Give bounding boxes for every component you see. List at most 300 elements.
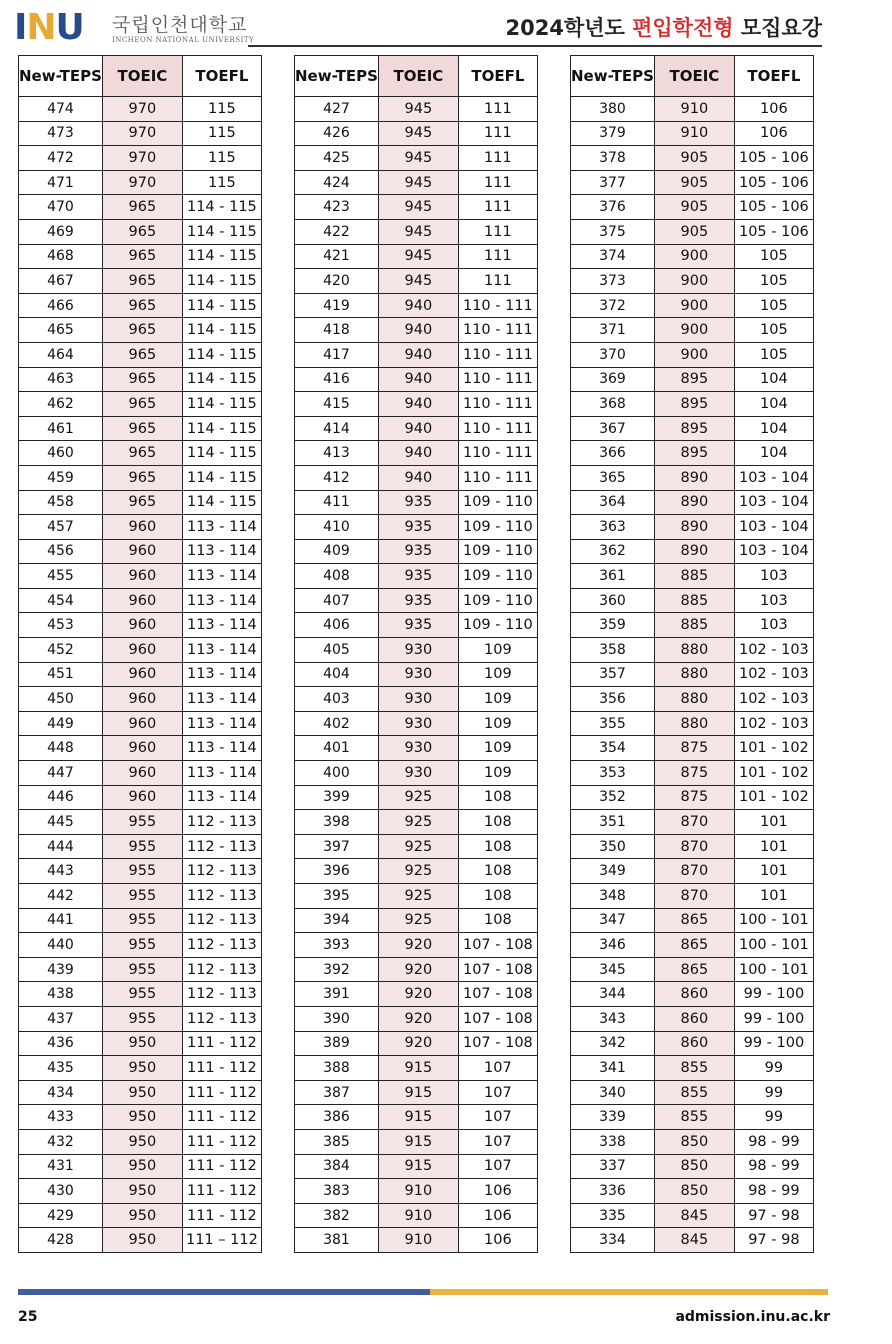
- table-row: [19, 1056, 262, 1081]
- toeic-cell: 910: [654, 97, 734, 122]
- toefl-cell: 111: [458, 121, 537, 146]
- teps-cell: 385: [295, 1129, 379, 1154]
- toeic-cell: 900: [654, 269, 734, 294]
- toeic-cell: 920: [378, 957, 458, 982]
- toefl-cell: 103 - 104: [734, 515, 813, 540]
- teps-cell: 438: [19, 982, 103, 1007]
- table-row: [19, 318, 262, 343]
- toeic-cell: 910: [654, 121, 734, 146]
- toefl-cell: 114 - 115: [182, 441, 261, 466]
- toeic-cell: 930: [378, 761, 458, 786]
- toefl-cell: 111: [458, 195, 537, 220]
- toeic-cell: 845: [654, 1228, 734, 1253]
- table-row: [571, 1203, 814, 1228]
- table-row: [295, 416, 538, 441]
- toefl-cell: 109: [458, 761, 537, 786]
- toefl-cell: 114 - 115: [182, 195, 261, 220]
- toefl-cell: 110 - 111: [458, 441, 537, 466]
- teps-cell: 405: [295, 638, 379, 663]
- toefl-cell: 113 - 114: [182, 539, 261, 564]
- table-row: [19, 146, 262, 171]
- table-row: [571, 908, 814, 933]
- toefl-cell: 108: [458, 884, 537, 909]
- teps-cell: 373: [571, 269, 655, 294]
- table-row: [295, 441, 538, 466]
- header-newteps: New-TEPS: [295, 56, 379, 97]
- toeic-cell: 960: [102, 613, 182, 638]
- table-row: [571, 1031, 814, 1056]
- teps-cell: 389: [295, 1031, 379, 1056]
- teps-cell: 413: [295, 441, 379, 466]
- toefl-cell: 108: [458, 908, 537, 933]
- toefl-cell: 104: [734, 367, 813, 392]
- table-row: [19, 810, 262, 835]
- toefl-cell: 104: [734, 392, 813, 417]
- table-row: [19, 736, 262, 761]
- teps-cell: 428: [19, 1228, 103, 1253]
- teps-cell: 381: [295, 1228, 379, 1253]
- teps-cell: 362: [571, 539, 655, 564]
- table-row: [19, 121, 262, 146]
- table-row: [295, 195, 538, 220]
- teps-cell: 399: [295, 785, 379, 810]
- toeic-cell: 920: [378, 933, 458, 958]
- toefl-cell: 106: [458, 1179, 537, 1204]
- toeic-cell: 960: [102, 564, 182, 589]
- table-row: [571, 269, 814, 294]
- table-row: [571, 392, 814, 417]
- table-row: [295, 982, 538, 1007]
- teps-cell: 466: [19, 293, 103, 318]
- header-newteps: New-TEPS: [571, 56, 655, 97]
- toeic-cell: 915: [378, 1105, 458, 1130]
- toefl-cell: 112 - 113: [182, 834, 261, 859]
- university-logo: [14, 6, 254, 50]
- toeic-cell: 965: [102, 318, 182, 343]
- teps-cell: 396: [295, 859, 379, 884]
- toeic-cell: 970: [102, 146, 182, 171]
- header-toeic: TOEIC: [378, 56, 458, 97]
- table-row: [19, 1006, 262, 1031]
- toeic-cell: 925: [378, 884, 458, 909]
- table-row: [571, 687, 814, 712]
- toefl-cell: 106: [734, 97, 813, 122]
- teps-cell: 440: [19, 933, 103, 958]
- table-row: [295, 515, 538, 540]
- table-row: [19, 392, 262, 417]
- toefl-cell: 115: [182, 121, 261, 146]
- table-row: [19, 638, 262, 663]
- toefl-cell: 114 - 115: [182, 416, 261, 441]
- table-row: [19, 834, 262, 859]
- toeic-cell: 955: [102, 810, 182, 835]
- teps-cell: 347: [571, 908, 655, 933]
- teps-cell: 338: [571, 1129, 655, 1154]
- teps-cell: 448: [19, 736, 103, 761]
- toeic-cell: 940: [378, 293, 458, 318]
- table-row: [19, 367, 262, 392]
- table-row: [295, 859, 538, 884]
- toefl-cell: 109 - 110: [458, 588, 537, 613]
- teps-cell: 454: [19, 588, 103, 613]
- toefl-cell: 112 - 113: [182, 982, 261, 1007]
- table-row: [19, 441, 262, 466]
- toefl-cell: 109 - 110: [458, 515, 537, 540]
- teps-cell: 400: [295, 761, 379, 786]
- toefl-cell: 112 - 113: [182, 1006, 261, 1031]
- teps-cell: 447: [19, 761, 103, 786]
- teps-cell: 377: [571, 170, 655, 195]
- teps-cell: 367: [571, 416, 655, 441]
- teps-cell: 437: [19, 1006, 103, 1031]
- teps-cell: 390: [295, 1006, 379, 1031]
- table-row: [571, 121, 814, 146]
- table-row: [295, 146, 538, 171]
- toefl-cell: 115: [182, 97, 261, 122]
- toeic-cell: 880: [654, 638, 734, 663]
- toeic-cell: 965: [102, 219, 182, 244]
- toeic-cell: 865: [654, 933, 734, 958]
- toeic-cell: 870: [654, 859, 734, 884]
- toefl-cell: 111 - 112: [182, 1203, 261, 1228]
- toefl-cell: 103: [734, 613, 813, 638]
- table-row: [571, 613, 814, 638]
- toefl-cell: 99 - 100: [734, 982, 813, 1007]
- table-row: [571, 293, 814, 318]
- toeic-cell: 925: [378, 859, 458, 884]
- table-row: [19, 269, 262, 294]
- table-row: [571, 1129, 814, 1154]
- teps-cell: 449: [19, 711, 103, 736]
- toefl-cell: 98 - 99: [734, 1154, 813, 1179]
- teps-cell: 407: [295, 588, 379, 613]
- table-row: [295, 539, 538, 564]
- table-row: [19, 219, 262, 244]
- toeic-cell: 920: [378, 1031, 458, 1056]
- toefl-cell: 109: [458, 711, 537, 736]
- table-row: [295, 564, 538, 589]
- teps-cell: 360: [571, 588, 655, 613]
- teps-cell: 433: [19, 1105, 103, 1130]
- toeic-cell: 960: [102, 761, 182, 786]
- table-row: [19, 687, 262, 712]
- teps-cell: 364: [571, 490, 655, 515]
- toeic-cell: 955: [102, 859, 182, 884]
- toeic-cell: 955: [102, 982, 182, 1007]
- table-row: [295, 662, 538, 687]
- table-row: [571, 761, 814, 786]
- toefl-cell: 105: [734, 318, 813, 343]
- toeic-cell: 940: [378, 367, 458, 392]
- toefl-cell: 113 - 114: [182, 662, 261, 687]
- toefl-cell: 111 - 112: [182, 1154, 261, 1179]
- table-row: [19, 588, 262, 613]
- table-header-row: [19, 56, 262, 97]
- teps-cell: 339: [571, 1105, 655, 1130]
- header-toeic: TOEIC: [654, 56, 734, 97]
- teps-cell: 429: [19, 1203, 103, 1228]
- toefl-cell: 111 – 112: [182, 1228, 261, 1253]
- toefl-cell: 115: [182, 146, 261, 171]
- toeic-cell: 955: [102, 1006, 182, 1031]
- toeic-cell: 905: [654, 146, 734, 171]
- toefl-cell: 110 - 111: [458, 293, 537, 318]
- page-number: 25: [18, 1309, 38, 1325]
- toefl-cell: 101 - 102: [734, 785, 813, 810]
- table-row: [295, 687, 538, 712]
- table-header-row: [295, 56, 538, 97]
- teps-cell: 411: [295, 490, 379, 515]
- toeic-cell: 860: [654, 1006, 734, 1031]
- toefl-cell: 105: [734, 342, 813, 367]
- toefl-cell: 112 - 113: [182, 933, 261, 958]
- toeic-cell: 905: [654, 170, 734, 195]
- table-row: [571, 564, 814, 589]
- teps-cell: 468: [19, 244, 103, 269]
- teps-cell: 463: [19, 367, 103, 392]
- toeic-cell: 950: [102, 1080, 182, 1105]
- table-row: [295, 613, 538, 638]
- teps-cell: 425: [295, 146, 379, 171]
- toefl-cell: 111 - 112: [182, 1105, 261, 1130]
- teps-cell: 388: [295, 1056, 379, 1081]
- table-row: [19, 761, 262, 786]
- toeic-cell: 960: [102, 736, 182, 761]
- table-row: [19, 1105, 262, 1130]
- teps-cell: 435: [19, 1056, 103, 1081]
- teps-cell: 395: [295, 884, 379, 909]
- toeic-cell: 880: [654, 662, 734, 687]
- table-row: [295, 392, 538, 417]
- toefl-cell: 113 - 114: [182, 564, 261, 589]
- toefl-cell: 110 - 111: [458, 465, 537, 490]
- teps-cell: 422: [295, 219, 379, 244]
- toeic-cell: 900: [654, 342, 734, 367]
- toeic-cell: 960: [102, 711, 182, 736]
- toeic-cell: 910: [378, 1228, 458, 1253]
- toefl-cell: 97 - 98: [734, 1203, 813, 1228]
- toeic-cell: 915: [378, 1080, 458, 1105]
- toefl-cell: 114 - 115: [182, 269, 261, 294]
- toefl-cell: 107: [458, 1105, 537, 1130]
- toeic-cell: 965: [102, 465, 182, 490]
- toeic-cell: 895: [654, 392, 734, 417]
- teps-cell: 334: [571, 1228, 655, 1253]
- teps-cell: 369: [571, 367, 655, 392]
- teps-cell: 348: [571, 884, 655, 909]
- toefl-cell: 114 - 115: [182, 342, 261, 367]
- toefl-cell: 107 - 108: [458, 1006, 537, 1031]
- toefl-cell: 111 - 112: [182, 1056, 261, 1081]
- teps-cell: 444: [19, 834, 103, 859]
- toefl-cell: 110 - 111: [458, 367, 537, 392]
- table-row: [295, 121, 538, 146]
- toeic-cell: 895: [654, 367, 734, 392]
- toeic-cell: 910: [378, 1203, 458, 1228]
- toeic-cell: 880: [654, 711, 734, 736]
- teps-cell: 393: [295, 933, 379, 958]
- toeic-cell: 950: [102, 1179, 182, 1204]
- toefl-cell: 114 - 115: [182, 318, 261, 343]
- toeic-cell: 925: [378, 908, 458, 933]
- table-row: [19, 1179, 262, 1204]
- teps-cell: 345: [571, 957, 655, 982]
- teps-cell: 376: [571, 195, 655, 220]
- teps-cell: 353: [571, 761, 655, 786]
- toefl-cell: 109 - 110: [458, 564, 537, 589]
- teps-cell: 453: [19, 613, 103, 638]
- table-row: [571, 736, 814, 761]
- table-row: [571, 1179, 814, 1204]
- toefl-cell: 103 - 104: [734, 490, 813, 515]
- teps-cell: 340: [571, 1080, 655, 1105]
- toefl-cell: 101: [734, 884, 813, 909]
- teps-cell: 450: [19, 687, 103, 712]
- table-row: [19, 711, 262, 736]
- teps-cell: 471: [19, 170, 103, 195]
- table-row: [19, 662, 262, 687]
- teps-cell: 401: [295, 736, 379, 761]
- teps-cell: 391: [295, 982, 379, 1007]
- teps-cell: 398: [295, 810, 379, 835]
- toeic-cell: 960: [102, 515, 182, 540]
- table-row: [571, 367, 814, 392]
- teps-cell: 350: [571, 834, 655, 859]
- table-row: [295, 1129, 538, 1154]
- toeic-cell: 965: [102, 416, 182, 441]
- table-row: [571, 1056, 814, 1081]
- table-row: [19, 416, 262, 441]
- table-row: [295, 761, 538, 786]
- toeic-cell: 935: [378, 515, 458, 540]
- table-row: [571, 785, 814, 810]
- toeic-cell: 910: [378, 1179, 458, 1204]
- toefl-cell: 110 - 111: [458, 342, 537, 367]
- toeic-cell: 950: [102, 1228, 182, 1253]
- toeic-cell: 890: [654, 490, 734, 515]
- teps-cell: 461: [19, 416, 103, 441]
- teps-cell: 424: [295, 170, 379, 195]
- toeic-cell: 865: [654, 908, 734, 933]
- toefl-cell: 108: [458, 785, 537, 810]
- teps-cell: 346: [571, 933, 655, 958]
- toefl-cell: 100 - 101: [734, 957, 813, 982]
- table-row: [19, 884, 262, 909]
- toefl-cell: 98 - 99: [734, 1179, 813, 1204]
- teps-cell: 458: [19, 490, 103, 515]
- table-row: [295, 1154, 538, 1179]
- table-row: [571, 465, 814, 490]
- title-year: 2024학년도: [505, 16, 633, 40]
- table-row: [19, 785, 262, 810]
- toeic-cell: 965: [102, 244, 182, 269]
- teps-cell: 423: [295, 195, 379, 220]
- toeic-cell: 955: [102, 933, 182, 958]
- teps-cell: 443: [19, 859, 103, 884]
- table-row: [19, 195, 262, 220]
- teps-cell: 460: [19, 441, 103, 466]
- toefl-cell: 102 - 103: [734, 711, 813, 736]
- toefl-cell: 97 - 98: [734, 1228, 813, 1253]
- table-row: [571, 219, 814, 244]
- toeic-cell: 940: [378, 342, 458, 367]
- toefl-cell: 114 - 115: [182, 367, 261, 392]
- table-row: [295, 170, 538, 195]
- teps-cell: 341: [571, 1056, 655, 1081]
- table-row: [295, 908, 538, 933]
- toefl-cell: 99: [734, 1056, 813, 1081]
- teps-cell: 459: [19, 465, 103, 490]
- table-row: [19, 170, 262, 195]
- toefl-cell: 113 - 114: [182, 588, 261, 613]
- toeic-cell: 945: [378, 195, 458, 220]
- toefl-cell: 114 - 115: [182, 219, 261, 244]
- toeic-cell: 965: [102, 195, 182, 220]
- toefl-cell: 113 - 114: [182, 785, 261, 810]
- teps-cell: 472: [19, 146, 103, 171]
- toeic-cell: 965: [102, 269, 182, 294]
- toeic-cell: 860: [654, 1031, 734, 1056]
- teps-cell: 361: [571, 564, 655, 589]
- table-row: [571, 1154, 814, 1179]
- toeic-cell: 960: [102, 638, 182, 663]
- toefl-cell: 105 - 106: [734, 195, 813, 220]
- toefl-cell: 110 - 111: [458, 318, 537, 343]
- table-row: [19, 342, 262, 367]
- teps-cell: 442: [19, 884, 103, 909]
- teps-cell: 409: [295, 539, 379, 564]
- toefl-cell: 106: [458, 1203, 537, 1228]
- toeic-cell: 940: [378, 441, 458, 466]
- table-row: [295, 588, 538, 613]
- toeic-cell: 850: [654, 1129, 734, 1154]
- toeic-cell: 895: [654, 416, 734, 441]
- toeic-cell: 885: [654, 588, 734, 613]
- teps-cell: 462: [19, 392, 103, 417]
- toefl-cell: 107: [458, 1080, 537, 1105]
- toeic-cell: 905: [654, 219, 734, 244]
- footer-bar-blue: [18, 1289, 430, 1295]
- table-row: [19, 490, 262, 515]
- teps-cell: 446: [19, 785, 103, 810]
- table-row: [19, 613, 262, 638]
- table-row: [571, 416, 814, 441]
- toeic-cell: 950: [102, 1154, 182, 1179]
- teps-cell: 354: [571, 736, 655, 761]
- table-row: [571, 638, 814, 663]
- table-row: [571, 957, 814, 982]
- toeic-cell: 940: [378, 318, 458, 343]
- toeic-cell: 965: [102, 367, 182, 392]
- toefl-cell: 109: [458, 662, 537, 687]
- header-toefl: TOEFL: [182, 56, 261, 97]
- toefl-cell: 113 - 114: [182, 638, 261, 663]
- table-row: [295, 367, 538, 392]
- teps-cell: 335: [571, 1203, 655, 1228]
- teps-cell: 384: [295, 1154, 379, 1179]
- toeic-cell: 965: [102, 293, 182, 318]
- table-row: [295, 219, 538, 244]
- teps-cell: 371: [571, 318, 655, 343]
- toefl-cell: 111: [458, 269, 537, 294]
- teps-cell: 394: [295, 908, 379, 933]
- title-accent: 편입학전형: [632, 16, 734, 40]
- toefl-cell: 113 - 114: [182, 761, 261, 786]
- teps-cell: 363: [571, 515, 655, 540]
- toefl-cell: 114 - 115: [182, 465, 261, 490]
- toefl-cell: 113 - 114: [182, 613, 261, 638]
- toeic-cell: 890: [654, 465, 734, 490]
